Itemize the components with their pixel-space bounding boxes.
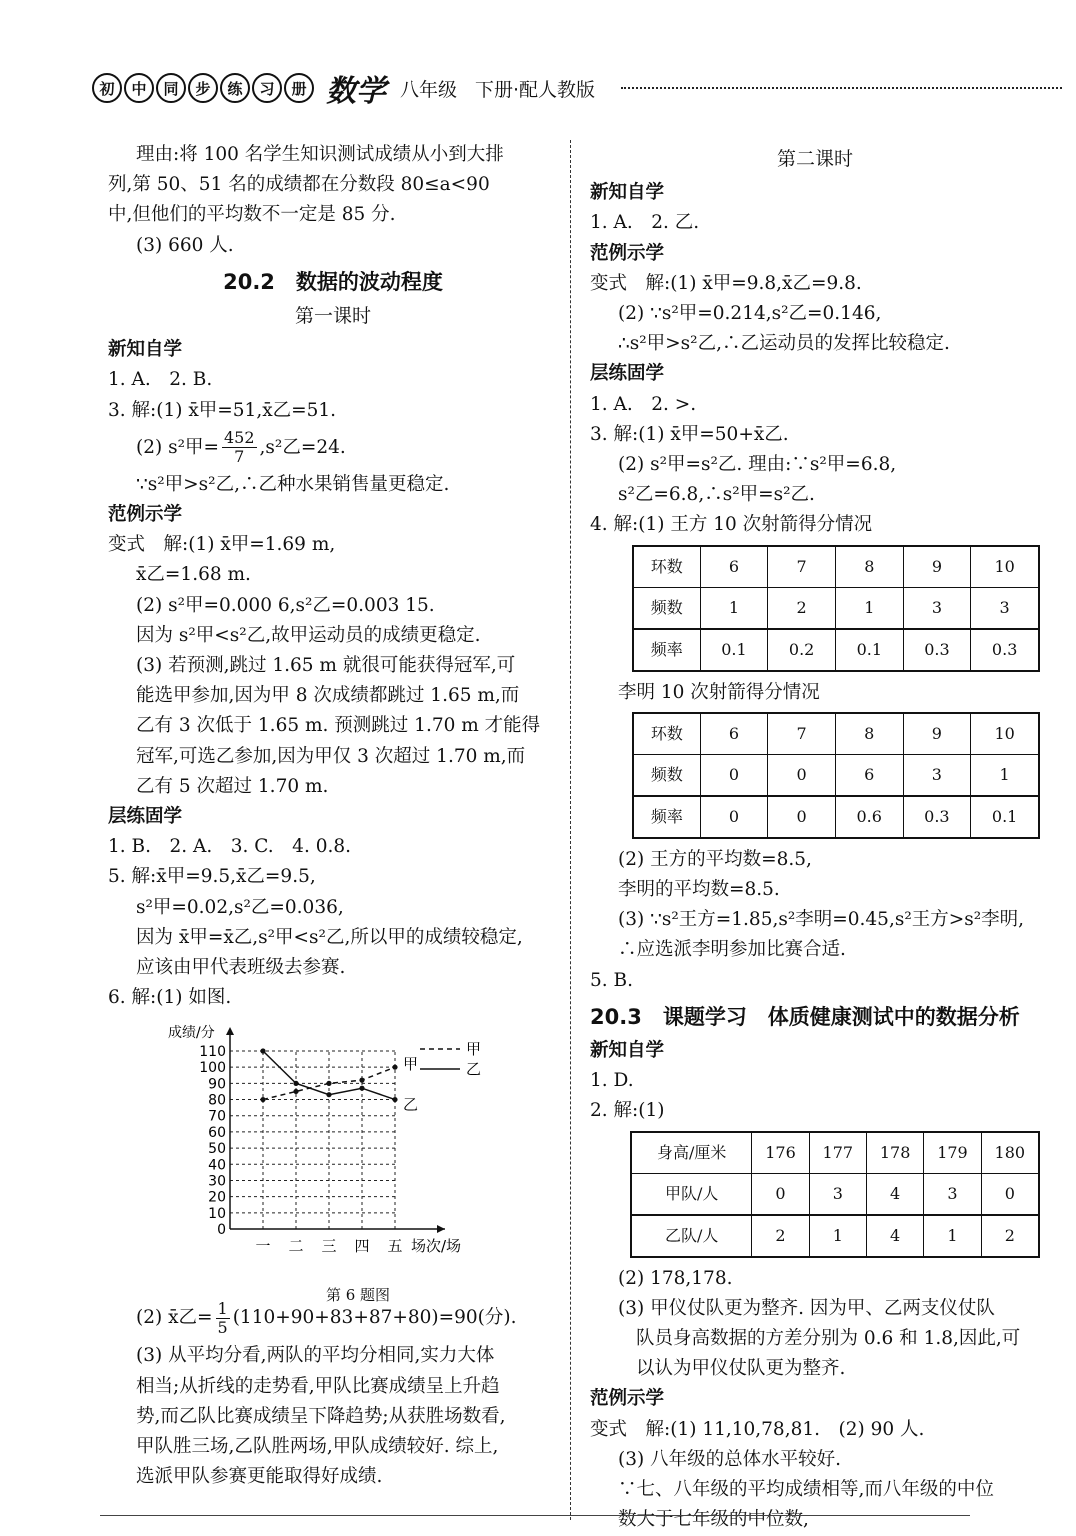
text-span: (2) x̄乙= xyxy=(136,1307,213,1329)
text-line: 变式 解:(1) 11,10,78,81. (2) 90 人. xyxy=(590,1418,925,1440)
table-cell: 6 xyxy=(700,546,768,588)
subject-title: 数学 xyxy=(326,74,386,109)
text-line: x̄乙=1.68 m. xyxy=(136,564,251,586)
table-cell: 3 xyxy=(809,1173,866,1215)
text-line: s²乙=6.8,∴s²甲=s²乙. xyxy=(618,484,815,506)
table-cell: 0 xyxy=(752,1173,809,1215)
text-line: 4. 解:(1) 王方 10 次射箭得分情况 xyxy=(590,514,873,536)
y-axis-arrow xyxy=(226,1027,234,1035)
table-cell: 2 xyxy=(768,587,836,629)
fraction-numerator: 452 xyxy=(224,428,255,448)
x-axis-arrow xyxy=(437,1225,445,1233)
data-point xyxy=(392,1097,397,1102)
legend-label: 乙 xyxy=(466,1060,482,1079)
table-cell: 1 xyxy=(971,754,1039,796)
subsection-heading: 新知自学 xyxy=(108,339,183,361)
text-line: (3) 从平均分看,两队的平均分相同,实力大体 xyxy=(136,1345,495,1367)
text-line: 1. D. xyxy=(590,1070,634,1092)
text-line: 5. B. xyxy=(590,969,634,991)
data-point xyxy=(359,1078,364,1083)
text-line: 应该由甲代表班级去参赛. xyxy=(136,957,346,979)
text-span: (2) s²甲= xyxy=(136,436,219,458)
table-row xyxy=(633,754,1039,796)
series-end-label: 甲 xyxy=(403,1055,419,1074)
text-line: 3. 解:(1) x̄甲=50+x̄乙. xyxy=(590,423,789,445)
series-end-label: 乙 xyxy=(403,1096,419,1115)
table-cell: 177 xyxy=(809,1132,866,1174)
series-char: 习 xyxy=(252,73,282,103)
text-line: 冠军,可选乙参加,因为甲仅 3 次超过 1.70 m,而 xyxy=(136,745,526,767)
table-cell: 0.3 xyxy=(903,796,971,838)
y-tick-label: 20 xyxy=(208,1190,226,1207)
table-cell: 频率 xyxy=(633,629,700,671)
section-title: 20.2 数据的波动程度 xyxy=(223,269,443,294)
table-cell: 0 xyxy=(768,754,836,796)
text-line: 因为 s²甲<s²乙,故甲运动员的成绩更稳定. xyxy=(136,624,481,646)
table-row xyxy=(631,1215,1039,1257)
text-line: ∴s²甲>s²乙,∴乙运动员的发挥比较稳定. xyxy=(618,333,950,355)
text-line: (3) ∵s²王方=1.85,s²李明=0.45,s²王方>s²李明, xyxy=(618,909,1025,931)
table-row xyxy=(633,629,1039,671)
table-cell: 3 xyxy=(924,1173,981,1215)
text-line: 李明的平均数=8.5. xyxy=(618,879,780,901)
section-title: 20.3 课题学习 体质健康测试中的数据分析 xyxy=(590,1004,1020,1029)
text-line: 相当;从折线的走势看,甲队比赛成绩呈上升趋 xyxy=(136,1375,500,1397)
text-line: 队员身高数据的方差分别为 0.6 和 1.8,因此,可 xyxy=(636,1328,1021,1350)
text-line: 1. A. 2. 乙. xyxy=(590,212,700,234)
table-cell: 9 xyxy=(903,546,971,588)
data-point xyxy=(293,1081,298,1086)
table-cell: 0.2 xyxy=(768,629,836,671)
table-cell: 1 xyxy=(924,1215,981,1257)
table-cell: 10 xyxy=(971,546,1039,588)
fraction-line xyxy=(108,426,558,470)
data-point xyxy=(326,1081,331,1086)
page-header xyxy=(92,68,1062,108)
fraction xyxy=(216,1300,230,1337)
table-row xyxy=(631,1132,1039,1174)
text-line: (2) 178,178. xyxy=(618,1267,733,1289)
series-char: 练 xyxy=(220,73,250,103)
fraction-denominator: 7 xyxy=(234,447,245,467)
text-line: 理由:将 100 名学生知识测试成绩从小到大排 xyxy=(136,144,504,165)
series-char: 册 xyxy=(284,73,314,103)
text-line: (3) 660 人. xyxy=(136,234,234,256)
y-tick-label: 90 xyxy=(208,1076,226,1093)
fraction-denominator: 5 xyxy=(217,1317,228,1337)
table-cell: 0.1 xyxy=(835,629,903,671)
table-cell: 180 xyxy=(981,1132,1039,1174)
text-line: 中,但他们的平均数不一定是 85 分. xyxy=(108,204,396,226)
chart-caption: 第 6 题图 xyxy=(325,1285,391,1304)
table-cell: 8 xyxy=(835,713,903,755)
series-char: 初 xyxy=(92,73,122,103)
fraction-numerator: 1 xyxy=(217,1298,228,1318)
text-line: (2) 王方的平均数=8.5, xyxy=(618,848,812,870)
table-cell: 176 xyxy=(752,1132,809,1174)
text-line: 李明 10 次射箭得分情况 xyxy=(618,681,820,703)
table-cell: 频数 xyxy=(633,587,700,629)
table-cell: 4 xyxy=(866,1173,923,1215)
fraction-line xyxy=(108,1295,558,1341)
text-line: 变式 解:(1) x̄甲=9.8,x̄乙=9.8. xyxy=(590,272,862,294)
text-line: s²甲=0.02,s²乙=0.036, xyxy=(136,896,344,918)
text-line: 乙有 3 次低于 1.65 m. 预测跳过 1.70 m 才能得 xyxy=(136,715,541,737)
table-cell: 0.1 xyxy=(700,629,768,671)
text-line: 6. 解:(1) 如图. xyxy=(108,987,232,1009)
table-cell: 0 xyxy=(700,754,768,796)
series-char: 步 xyxy=(188,73,218,103)
text-line: ∵s²甲>s²乙,∴乙种水果销售量更稳定. xyxy=(136,473,450,495)
table-cell: 0.6 xyxy=(835,796,903,838)
table-cell: 身高/厘米 xyxy=(631,1132,752,1174)
lesson-title: 第一课时 xyxy=(294,305,371,328)
table-cell: 2 xyxy=(981,1215,1039,1257)
grade-label: 八年级 xyxy=(400,78,458,101)
table-row xyxy=(633,546,1039,588)
text-line: 乙有 5 次超过 1.70 m. xyxy=(136,775,329,797)
text-line: 势,而乙队比赛成绩呈下降趋势;从获胜场数看, xyxy=(136,1405,506,1427)
table-cell: 环数 xyxy=(633,713,700,755)
table-cell: 10 xyxy=(971,713,1039,755)
table-cell: 频率 xyxy=(633,796,700,838)
table-row xyxy=(633,796,1039,838)
y-axis-label: 成绩/分 xyxy=(168,1025,215,1042)
height-table xyxy=(630,1131,1040,1258)
subsection-heading: 层练固学 xyxy=(108,806,183,828)
text-line: 2. 解:(1) xyxy=(590,1100,665,1122)
text-line: (3) 甲仪仗队更为整齐. 因为甲、乙两支仪仗队 xyxy=(618,1297,995,1319)
subsection-heading: 新知自学 xyxy=(590,182,665,204)
text-span: ,s²乙=24. xyxy=(259,436,346,458)
y-tick-label: 80 xyxy=(208,1093,226,1110)
text-line: (3) 若预测,跳过 1.65 m 就很可能获得冠军,可 xyxy=(136,655,516,677)
text-line: 1. A. 2. >. xyxy=(590,393,697,415)
edition-label: 下册·配人教版 xyxy=(475,78,596,101)
table-cell: 3 xyxy=(971,587,1039,629)
data-point xyxy=(293,1089,298,1094)
table-cell: 0.1 xyxy=(971,796,1039,838)
text-line: 选派甲队参赛更能取得好成绩. xyxy=(136,1466,383,1488)
data-point xyxy=(326,1093,331,1098)
column-divider xyxy=(570,140,571,1520)
table-cell: 1 xyxy=(809,1215,866,1257)
text-line: 以认为甲仪仗队更为整齐. xyxy=(636,1358,846,1380)
text-span: (110+90+83+87+80)=90(分). xyxy=(232,1307,517,1329)
data-point xyxy=(260,1049,265,1054)
fraction xyxy=(222,429,257,466)
text-line: ∵七、八年级的平均成绩相等,而八年级的中位 xyxy=(618,1479,994,1501)
table-cell: 178 xyxy=(866,1132,923,1174)
table-cell: 甲队/人 xyxy=(631,1173,752,1215)
score-table-wangfang xyxy=(632,545,1040,672)
y-tick-label: 110 xyxy=(199,1044,226,1061)
text-line: 1. A. 2. B. xyxy=(108,369,213,391)
x-tick-label: 三 xyxy=(321,1237,337,1256)
text-line: 因为 x̄甲=x̄乙,s²甲<s²乙,所以甲的成绩较稳定, xyxy=(136,926,523,948)
table-row xyxy=(631,1173,1039,1215)
legend-label: 甲 xyxy=(466,1040,482,1059)
data-point xyxy=(359,1086,364,1091)
table-cell: 3 xyxy=(903,754,971,796)
right-column xyxy=(590,140,1040,1536)
text-line: (2) ∵s²甲=0.214,s²乙=0.146, xyxy=(618,303,882,325)
header-dotted-rule xyxy=(621,87,1062,89)
table-cell: 0 xyxy=(981,1173,1039,1215)
text-line: 能选甲参加,因为甲 8 次成绩都跳过 1.65 m,而 xyxy=(136,685,520,707)
table-cell: 6 xyxy=(700,713,768,755)
lesson-title: 第二课时 xyxy=(776,148,853,170)
table-cell: 0.3 xyxy=(971,629,1039,671)
table-row xyxy=(633,587,1039,629)
table-cell: 3 xyxy=(903,587,971,629)
table-cell: 0.3 xyxy=(903,629,971,671)
y-tick-label: 10 xyxy=(208,1206,226,1223)
x-tick-label: 四 xyxy=(354,1237,370,1256)
text-line: ∴应选派李明参加比赛合适. xyxy=(618,939,846,961)
table-cell: 1 xyxy=(700,587,768,629)
series-char: 中 xyxy=(124,73,154,103)
table-row xyxy=(633,713,1039,755)
subsection-heading: 范例示学 xyxy=(108,504,183,526)
text-line: 甲队胜三场,乙队胜两场,甲队成绩较好. 综上, xyxy=(136,1436,499,1458)
y-tick-label: 50 xyxy=(208,1141,226,1158)
table-cell: 8 xyxy=(835,546,903,588)
y-tick-label: 100 xyxy=(199,1060,226,1077)
text-line: (3) 八年级的总体水平较好. xyxy=(618,1448,841,1470)
table-cell: 179 xyxy=(924,1132,981,1174)
data-point xyxy=(260,1097,265,1102)
text-line: 变式 解:(1) x̄甲=1.69 m, xyxy=(108,534,336,556)
y-tick-label: 40 xyxy=(208,1157,226,1174)
subsection-heading: 新知自学 xyxy=(590,1040,665,1062)
x-axis-label: 场次/场 xyxy=(411,1237,462,1256)
table-cell: 1 xyxy=(835,587,903,629)
text-line: 5. 解:x̄甲=9.5,x̄乙=9.5, xyxy=(108,866,316,888)
text-line: 数大于七年级的中位数, xyxy=(618,1509,809,1531)
table-cell: 9 xyxy=(903,713,971,755)
table-cell: 0 xyxy=(700,796,768,838)
table-cell: 7 xyxy=(768,713,836,755)
table-cell: 6 xyxy=(835,754,903,796)
table-cell: 环数 xyxy=(633,546,700,588)
text-line: (2) s²甲=s²乙. 理由:∵s²甲=6.8, xyxy=(618,454,897,476)
table-cell: 频数 xyxy=(633,754,700,796)
y-tick-label: 0 xyxy=(217,1222,226,1239)
x-tick-label: 五 xyxy=(387,1237,403,1256)
table-cell: 0 xyxy=(768,796,836,838)
text-line: 3. 解:(1) x̄甲=51,x̄乙=51. xyxy=(108,399,337,421)
subsection-heading: 范例示学 xyxy=(590,242,665,264)
x-tick-label: 二 xyxy=(288,1237,304,1256)
y-tick-label: 70 xyxy=(208,1109,226,1126)
left-column xyxy=(108,140,558,1493)
series-char: 同 xyxy=(156,73,186,103)
table-cell: 4 xyxy=(866,1215,923,1257)
table-cell: 2 xyxy=(752,1215,809,1257)
y-tick-label: 60 xyxy=(208,1125,226,1142)
data-point xyxy=(392,1065,397,1070)
line-chart xyxy=(168,1021,568,1304)
chart-svg xyxy=(168,1021,568,1269)
subsection-heading: 范例示学 xyxy=(590,1388,665,1410)
score-table-liming xyxy=(632,712,1040,839)
bottom-rule xyxy=(100,1515,970,1516)
x-tick-label: 一 xyxy=(255,1237,271,1256)
text-line: 1. B. 2. A. 3. C. 4. 0.8. xyxy=(108,836,352,858)
text-line: (2) s²甲=0.000 6,s²乙=0.003 15. xyxy=(136,594,435,616)
table-cell: 7 xyxy=(768,546,836,588)
table-cell: 乙队/人 xyxy=(631,1215,752,1257)
y-tick-label: 30 xyxy=(208,1173,226,1190)
text-line: 列,第 50、51 名的成绩都在分数段 80≤a<90 xyxy=(108,174,490,196)
subsection-heading: 层练固学 xyxy=(590,363,665,385)
